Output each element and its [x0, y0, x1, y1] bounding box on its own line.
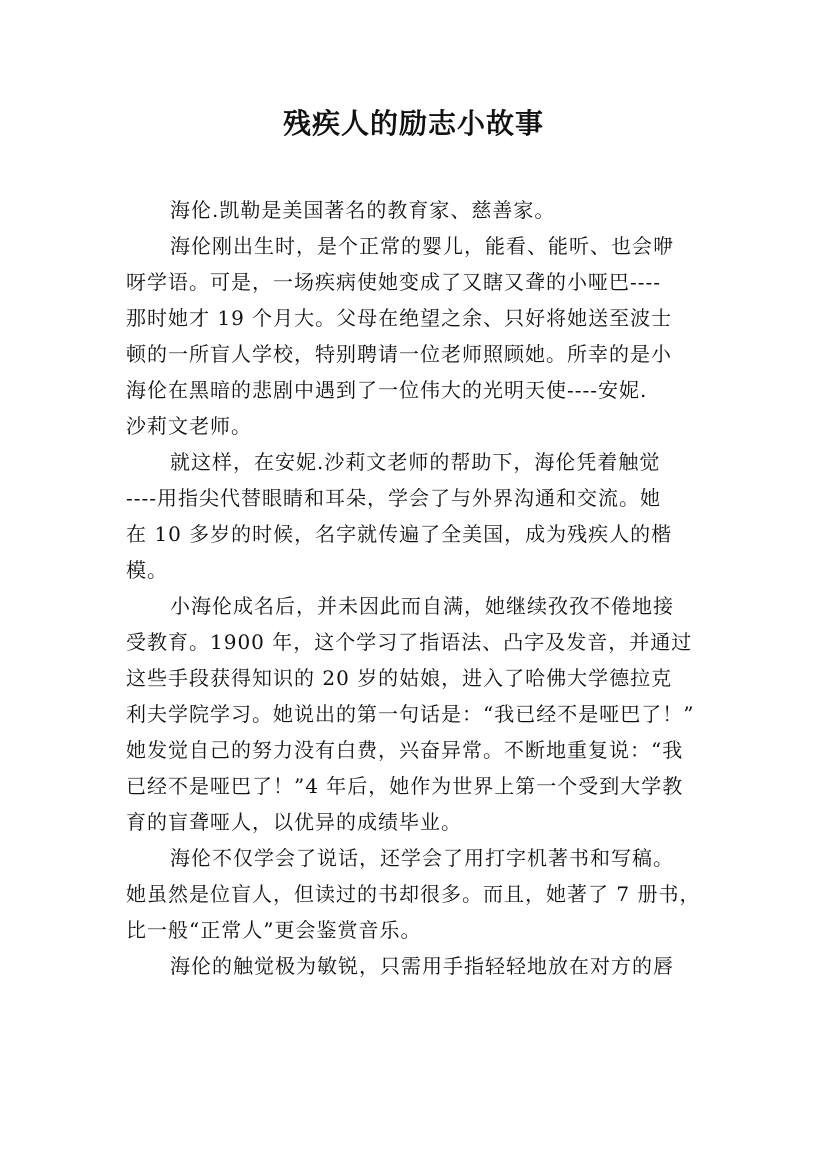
- paragraph-line-17: 已经不是哑巴了！”4 年后，她作为世界上第一个受到大学教: [126, 774, 684, 798]
- paragraph-line-3: 呀学语。可是，一场疾病使她变成了又瞎又聋的小哑巴----: [126, 270, 662, 294]
- paragraph-line-18: 育的盲聋哑人，以优异的成绩毕业。: [126, 810, 462, 834]
- paragraph-line-22: 海伦的触觉极为敏锐，只需用手指轻轻地放在对方的唇: [170, 954, 674, 978]
- paragraph-line-7: 沙莉文老师。: [126, 414, 252, 438]
- paragraph-line-13: 受教育。1900 年，这个学习了指语法、凸字及发音，并通过: [126, 630, 693, 654]
- paragraph-line-1: 海伦.凯勒是美国著名的教育家、慈善家。: [170, 198, 556, 222]
- paragraph-line-14: 这些手段获得知识的 20 岁的姑娘，进入了哈佛大学德拉克: [126, 666, 673, 690]
- paragraph-line-16: 她发觉自己的努力没有白费，兴奋异常。不断地重复说：“我: [126, 738, 684, 762]
- paragraph-line-19: 海伦不仅学会了说话，还学会了用打字机著书和写稿。: [170, 846, 674, 870]
- paragraph-line-6: 海伦在黑暗的悲剧中遇到了一位伟大的光明天使----安妮.: [126, 378, 648, 402]
- paragraph-line-8: 就这样，在安妮.沙莉文老师的帮助下，海伦凭着触觉: [170, 450, 661, 474]
- paragraph-line-9: ----用指尖代替眼睛和耳朵，学会了与外界沟通和交流。她: [126, 486, 662, 510]
- paragraph-line-4: 那时她才 19 个月大。父母在绝望之余、只好将她送至波士: [126, 306, 673, 330]
- paragraph-line-12: 小海伦成名后，并未因此而自满，她继续孜孜不倦地接: [170, 594, 674, 618]
- paragraph-line-10: 在 10 多岁的时候，名字就传遍了全美国，成为残疾人的楷: [126, 522, 673, 546]
- document-title: 残疾人的励志小故事: [282, 107, 544, 140]
- paragraph-line-11: 模。: [126, 558, 168, 582]
- paragraph-line-2: 海伦刚出生时，是个正常的婴儿，能看、能听、也会咿: [170, 234, 674, 258]
- document-body: [126, 192, 702, 984]
- paragraph-line-5: 顿的一所盲人学校，特别聘请一位老师照顾她。所幸的是小: [126, 342, 672, 366]
- paragraph-line-20: 她虽然是位盲人，但读过的书却很多。而且，她著了 7 册书，: [126, 882, 701, 906]
- paragraph-line-15: 利夫学院学习。她说出的第一句话是：“我已经不是哑巴了！”: [126, 702, 695, 726]
- paragraph-line-21: 比一般“正常人”更会鉴赏音乐。: [126, 918, 422, 942]
